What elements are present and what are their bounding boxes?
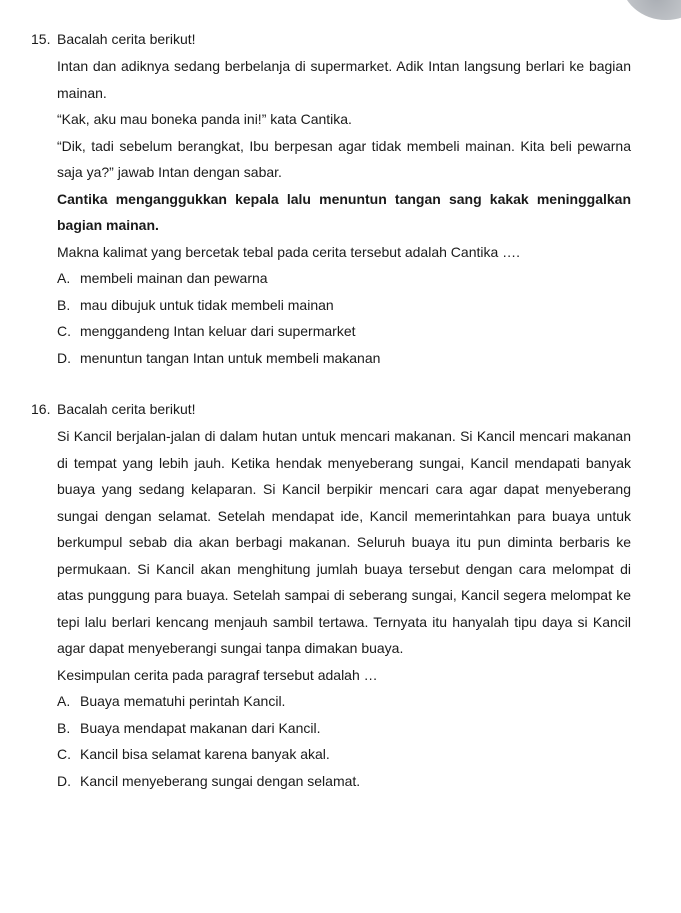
option-text: menggandeng Intan keluar dari supermarket: [80, 323, 356, 339]
question-15: [0, 29, 681, 371]
story-paragraph: Intan dan adiknya sedang berbelanja di supermarket. Adik Intan langsung berlari ke bagian mainan.: [57, 58, 631, 101]
question-stem: Kesimpulan cerita pada paragraf tersebut adalah …: [57, 666, 378, 683]
answer-option-d[interactable]: [0, 345, 681, 372]
story-paragraph: “Dik, tadi sebelum berangkat, Ibu berpesan agar tidak membeli mainan. Kita beli pewarna saja ya?” jawab Intan dengan sabar.: [57, 137, 631, 180]
question-stem: Makna kalimat yang bercetak tebal pada cerita tersebut adalah Cantika ….: [57, 243, 521, 260]
answer-option-a[interactable]: [0, 265, 681, 292]
bold-sentence: Cantika menganggukkan kepala lalu menuntun tangan sang kakak meninggalkan bagian mainan.: [57, 190, 631, 233]
option-letter: C.: [57, 746, 71, 762]
option-letter: A.: [57, 693, 71, 709]
answer-options: [0, 688, 681, 794]
question-number: 16.: [31, 401, 51, 417]
answer-option-d[interactable]: [0, 768, 681, 795]
question-16: [0, 399, 681, 794]
option-text: menuntun tangan Intan untuk membeli makanan: [80, 349, 381, 366]
answer-option-a[interactable]: [0, 688, 681, 715]
option-text: Buaya mendapat makanan dari Kancil.: [80, 719, 321, 736]
option-letter: C.: [57, 323, 71, 339]
story-paragraph: Si Kancil berjalan-jalan di dalam hutan untuk mencari makanan. Si Kancil mencari makanan di tempat yang lebih jauh. Ketika hendak menyeberang sungai, Kancil mendapati banyak buaya yang sedang kelaparan. Si Kancil berpikir mencari cara agar dapat menyeberang sungai dengan selamat. Setelah mendapat ide, Kancil memerintahkan para buaya untuk berkumpul sebab dia akan berbagi makanan. Seluruh buaya itu pun diminta berbaris ke permukaan. Si Kancil akan menghitung jumlah buaya tersebut dengan cara melompat di atas punggung para buaya. Setelah sampai di seberang sungai, Kancil segera melompat ke tepi lalu berlari kencang menjauh sambil tertawa. Ternyata itu hanyalah tipu daya si Kancil agar dapat menyeberangi sungai tanpa dimakan buaya.: [57, 428, 631, 656]
option-text: Buaya mematuhi perintah Kancil.: [80, 693, 286, 709]
option-text: Kancil bisa selamat karena banyak akal.: [80, 746, 330, 762]
question-header: [0, 29, 681, 49]
answer-option-b[interactable]: [0, 292, 681, 319]
option-letter: B.: [57, 296, 71, 313]
story-text: [57, 423, 631, 662]
option-letter: B.: [57, 719, 71, 736]
option-letter: D.: [57, 772, 71, 789]
option-letter: A.: [57, 270, 71, 286]
page-corner-shadow: [621, 0, 681, 20]
option-text: membeli mainan dan pewarna: [80, 270, 268, 286]
question-instruction: Bacalah cerita berikut!: [57, 31, 196, 47]
answer-option-c[interactable]: [0, 318, 681, 345]
story-paragraph: “Kak, aku mau boneka panda ini!” kata Cantika.: [57, 111, 352, 127]
question-instruction: Bacalah cerita berikut!: [57, 401, 196, 417]
answer-options: [0, 265, 681, 371]
answer-option-c[interactable]: [0, 741, 681, 768]
option-text: Kancil menyeberang sungai dengan selamat.: [80, 772, 361, 789]
option-text: mau dibujuk untuk tidak membeli mainan: [80, 296, 334, 313]
question-number: 15.: [31, 31, 51, 47]
option-letter: D.: [57, 349, 71, 366]
answer-option-b[interactable]: [0, 715, 681, 742]
story-text: [57, 53, 631, 239]
question-header: [0, 399, 681, 419]
